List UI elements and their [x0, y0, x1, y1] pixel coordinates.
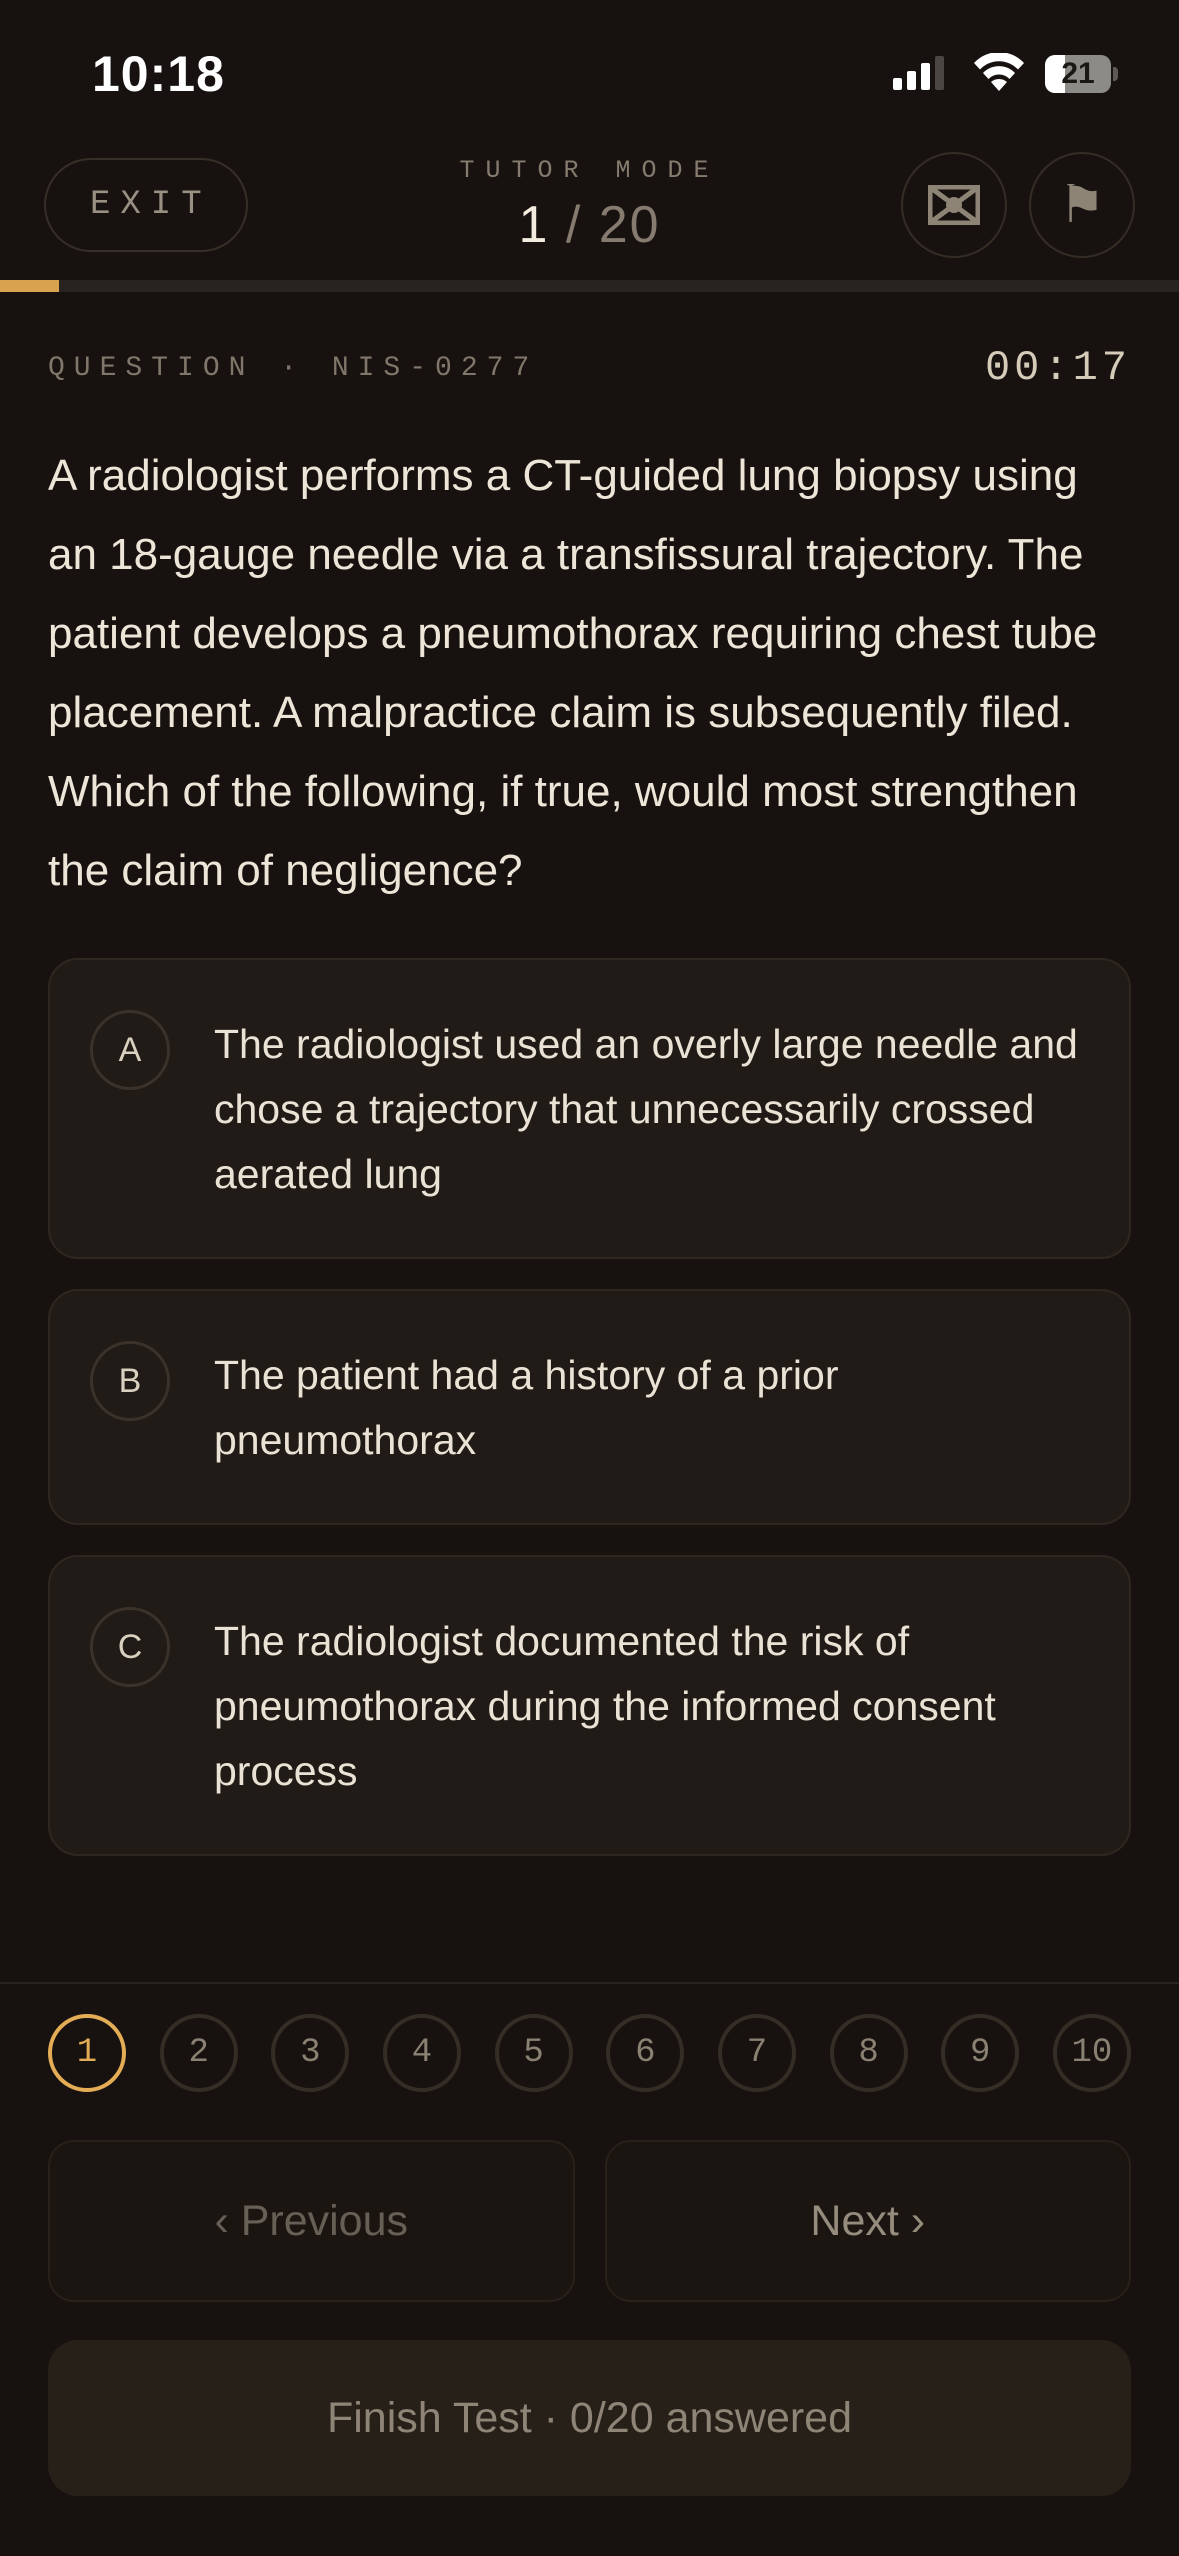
option-text: The radiologist used an overly large needle and chose a trajectory that unnecessarily crossed aerated lung — [214, 1021, 1078, 1197]
cellular-signal-icon — [893, 54, 953, 94]
option-letter-badge: B — [90, 1341, 170, 1421]
answer-option-b[interactable] — [48, 1289, 1131, 1525]
flag-question-button[interactable] — [1029, 152, 1135, 258]
wifi-icon — [971, 53, 1027, 95]
answer-option-a[interactable] — [48, 958, 1131, 1259]
answer-options — [0, 910, 1179, 1856]
question-number-pager — [48, 2014, 1131, 2092]
question-timer: 00:17 — [984, 344, 1131, 392]
header-actions — [901, 152, 1135, 258]
progress-fill — [0, 280, 59, 292]
battery-percent: 21 — [1061, 57, 1095, 90]
pager-question-1[interactable]: 1 — [48, 2014, 126, 2092]
battery-icon — [1045, 55, 1119, 93]
envelope-icon — [928, 185, 980, 225]
pager-question-2[interactable]: 2 — [160, 2014, 238, 2092]
option-letter-badge: C — [90, 1607, 170, 1687]
question-text: A radiologist performs a CT-guided lung biopsy using an 18-gauge needle via a transfissural trajectory. The patient develops a pneumothorax requiring chest tube placement. A malpractice claim is subsequently filed. Which of the following, if true, would most strengthen the claim of negligence? — [48, 451, 1098, 895]
test-progress-bar — [0, 280, 1179, 292]
pager-question-6[interactable]: 6 — [606, 2014, 684, 2092]
prev-next-row — [48, 2140, 1131, 2302]
pager-question-7[interactable]: 7 — [718, 2014, 796, 2092]
question-meta-row — [0, 292, 1179, 392]
finish-test-button[interactable]: Finish Test · 0/20 answered — [48, 2340, 1131, 2496]
tutor-mode-label: TUTOR MODE — [459, 155, 720, 185]
next-question-button[interactable]: Next › — [605, 2140, 1132, 2302]
battery-cap — [1113, 67, 1118, 81]
header-center — [459, 156, 719, 255]
pager-question-3[interactable]: 3 — [271, 2014, 349, 2092]
flag-icon: ⚑ — [1058, 175, 1106, 235]
total-question-count: / 20 — [565, 195, 661, 254]
pager-question-4[interactable]: 4 — [383, 2014, 461, 2092]
answer-option-c[interactable] — [48, 1555, 1131, 1856]
option-text: The patient had a history of a prior pneumothorax — [214, 1352, 839, 1463]
pager-question-10[interactable]: 10 — [1053, 2014, 1131, 2092]
current-question-number: 1 — [518, 195, 550, 254]
pager-question-9[interactable]: 9 — [941, 2014, 1019, 2092]
pager-question-8[interactable]: 8 — [830, 2014, 908, 2092]
status-icons — [893, 53, 1119, 95]
test-header — [0, 130, 1179, 280]
exit-button[interactable]: EXIT — [44, 158, 248, 252]
option-letter-badge: A — [90, 1010, 170, 1090]
option-text: The radiologist documented the risk of pneumothorax during the informed consent process — [214, 1618, 996, 1794]
previous-question-button[interactable]: ‹ Previous — [48, 2140, 575, 2302]
footer-navigation — [0, 1982, 1179, 2556]
question-progress-fraction — [459, 195, 719, 255]
status-bar — [0, 0, 1179, 130]
question-id-label: QUESTION · NIS-0277 — [48, 352, 539, 384]
clock: 10:18 — [92, 46, 225, 102]
feedback-button[interactable] — [901, 152, 1007, 258]
pager-question-5[interactable]: 5 — [495, 2014, 573, 2092]
